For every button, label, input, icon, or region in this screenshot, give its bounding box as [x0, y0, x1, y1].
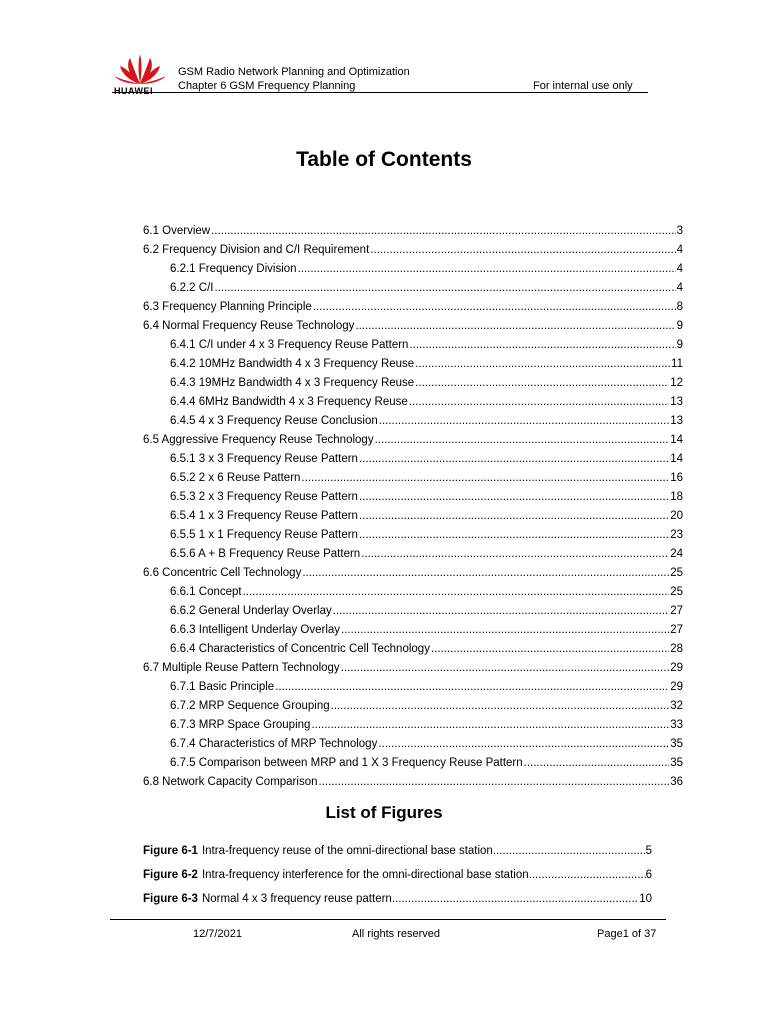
toc-entry[interactable]	[143, 583, 683, 602]
toc-entry[interactable]	[143, 260, 683, 279]
header-doc-title: GSM Radio Network Planning and Optimization	[178, 66, 410, 78]
toc-entry-text: 6.2.2 C/I	[170, 282, 214, 294]
toc-entry[interactable]	[143, 298, 683, 317]
toc-entry-page: 35	[670, 738, 683, 750]
toc-entry-text: 6.7 Multiple Reuse Pattern Technology	[143, 662, 340, 674]
toc-entry-text: 6.2.1 Frequency Division	[170, 263, 297, 275]
toc-leader	[341, 659, 670, 678]
toc-entry-page: 16	[670, 472, 683, 484]
toc-entry[interactable]	[143, 602, 683, 621]
footer-date: 12/7/2021	[193, 928, 242, 940]
toc-list	[143, 222, 683, 792]
toc-leader	[415, 355, 670, 374]
lof-list	[143, 839, 652, 911]
toc-entry-page: 28	[670, 643, 683, 655]
toc-leader	[359, 507, 669, 526]
toc-leader	[361, 545, 669, 564]
toc-entry[interactable]	[143, 697, 683, 716]
huawei-logo	[112, 54, 168, 96]
toc-entry-text: 6.4.1 C/I under 4 x 3 Frequency Reuse Pattern	[170, 339, 409, 351]
toc-entry-text: 6.4.4 6MHz Bandwidth 4 x 3 Frequency Reuse	[170, 396, 408, 408]
toc-title: Table of Contents	[296, 148, 472, 171]
toc-leader	[355, 317, 675, 336]
toc-entry-page: 13	[670, 396, 683, 408]
toc-entry-page: 14	[670, 434, 683, 446]
huawei-flower-icon	[112, 54, 168, 86]
toc-leader	[243, 583, 670, 602]
header-divider	[112, 92, 648, 93]
toc-entry-text: 6.4.3 19MHz Bandwidth 4 x 3 Frequency Reuse	[170, 377, 415, 389]
toc-entry[interactable]	[143, 773, 683, 792]
toc-entry-page: 18	[670, 491, 683, 503]
footer-rights: All rights reserved	[352, 928, 441, 940]
lof-leader	[392, 887, 639, 911]
toc-entry-text: 6.8 Network Capacity Comparison	[143, 776, 318, 788]
toc-entry-page: 12	[670, 377, 683, 389]
toc-entry-page: 9	[676, 339, 683, 351]
lof-entry[interactable]	[143, 887, 652, 911]
toc-leader	[409, 393, 669, 412]
toc-entry[interactable]	[143, 469, 683, 488]
toc-entry-text: 6.4.2 10MHz Bandwidth 4 x 3 Frequency Reuse	[170, 358, 415, 370]
toc-entry-page: 35	[670, 757, 683, 769]
toc-entry[interactable]	[143, 640, 683, 659]
toc-leader	[211, 222, 675, 241]
toc-entry-page: 23	[670, 529, 683, 541]
toc-leader	[319, 773, 670, 792]
toc-entry-text: 6.5.3 2 x 3 Frequency Reuse Pattern	[170, 491, 358, 503]
toc-entry-page: 33	[670, 719, 683, 731]
toc-entry-page: 32	[670, 700, 683, 712]
toc-entry[interactable]	[143, 545, 683, 564]
toc-entry[interactable]	[143, 222, 683, 241]
toc-entry-text: 6.1 Overview	[143, 225, 211, 237]
figure-page: 5	[645, 845, 652, 857]
footer-divider	[110, 919, 666, 920]
toc-entry-page: 24	[670, 548, 683, 560]
toc-entry[interactable]	[143, 754, 683, 773]
toc-entry-page: 29	[670, 662, 683, 674]
toc-leader	[370, 241, 675, 260]
header-chapter: Chapter 6 GSM Frequency Planning	[178, 80, 356, 92]
lof-title: List of Figures	[325, 803, 443, 822]
lof-entry[interactable]	[143, 839, 652, 863]
figure-label: Figure 6-3	[143, 893, 198, 905]
toc-leader	[359, 488, 669, 507]
toc-entry-text: 6.7.3 MRP Space Grouping	[170, 719, 311, 731]
toc-entry[interactable]	[143, 393, 683, 412]
lof-leader	[493, 839, 646, 863]
toc-leader	[214, 279, 675, 298]
footer-page-number: Page1 of 37	[597, 928, 657, 940]
toc-entry[interactable]	[143, 336, 683, 355]
toc-entry[interactable]	[143, 412, 683, 431]
toc-entry-page: 29	[670, 681, 683, 693]
figure-caption: Normal 4 x 3 frequency reuse pattern	[201, 893, 392, 905]
toc-entry-text: 6.7.1 Basic Principle	[170, 681, 275, 693]
toc-entry-text: 6.5.4 1 x 3 Frequency Reuse Pattern	[170, 510, 358, 522]
toc-entry[interactable]	[143, 431, 683, 450]
toc-entry[interactable]	[143, 716, 683, 735]
header-classification: For internal use only	[533, 80, 633, 92]
toc-entry[interactable]	[143, 678, 683, 697]
toc-entry-text: 6.6.4 Characteristics of Concentric Cell Technology	[170, 643, 430, 655]
toc-entry[interactable]	[143, 450, 683, 469]
toc-entry-text: 6.7.4 Characteristics of MRP Technology	[170, 738, 378, 750]
logo-wordmark: HUAWEI	[114, 86, 153, 96]
toc-entry[interactable]	[143, 564, 683, 583]
figure-caption: Intra-frequency interference for the omni-directional base station	[201, 869, 529, 881]
toc-entry-text: 6.4.5 4 x 3 Frequency Reuse Conclusion	[170, 415, 378, 427]
toc-leader	[311, 716, 669, 735]
toc-entry[interactable]	[143, 374, 683, 393]
figure-page: 6	[645, 869, 652, 881]
toc-entry-text: 6.4 Normal Frequency Reuse Technology	[143, 320, 355, 332]
toc-entry-page: 3	[676, 225, 683, 237]
toc-entry-page: 4	[676, 244, 683, 256]
toc-entry[interactable]	[143, 507, 683, 526]
toc-entry-page: 25	[670, 586, 683, 598]
toc-entry-page: 25	[670, 567, 683, 579]
toc-entry-text: 6.6 Concentric Cell Technology	[143, 567, 302, 579]
toc-entry-page: 4	[676, 282, 683, 294]
toc-entry-page: 8	[676, 301, 683, 313]
toc-entry[interactable]	[143, 279, 683, 298]
toc-entry-text: 6.3 Frequency Planning Principle	[143, 301, 312, 313]
toc-entry[interactable]	[143, 735, 683, 754]
toc-leader	[331, 697, 670, 716]
toc-entry-page: 4	[676, 263, 683, 275]
toc-leader	[359, 526, 669, 545]
toc-entry-text: 6.5.6 A + B Frequency Reuse Pattern	[170, 548, 361, 560]
toc-entry-page: 20	[670, 510, 683, 522]
toc-entry[interactable]	[143, 241, 683, 260]
toc-entry-text: 6.7.2 MRP Sequence Grouping	[170, 700, 330, 712]
toc-leader	[359, 450, 669, 469]
toc-entry-text: 6.6.2 General Underlay Overlay	[170, 605, 332, 617]
toc-leader	[333, 602, 669, 621]
toc-entry-page: 11	[671, 358, 683, 370]
toc-entry[interactable]	[143, 355, 683, 374]
lof-entry[interactable]	[143, 863, 652, 887]
toc-leader	[275, 678, 669, 697]
toc-entry-text: 6.5.2 2 x 6 Reuse Pattern	[170, 472, 301, 484]
toc-leader	[313, 298, 676, 317]
toc-entry[interactable]	[143, 488, 683, 507]
toc-entry-text: 6.5.5 1 x 1 Frequency Reuse Pattern	[170, 529, 358, 541]
toc-entry-text: 6.5.1 3 x 3 Frequency Reuse Pattern	[170, 453, 358, 465]
toc-leader	[409, 336, 675, 355]
toc-entry-page: 9	[676, 320, 683, 332]
toc-entry-text: 6.6.3 Intelligent Underlay Overlay	[170, 624, 341, 636]
figure-label: Figure 6-1	[143, 845, 198, 857]
toc-leader	[375, 431, 670, 450]
toc-entry-page: 27	[670, 624, 683, 636]
toc-leader	[298, 260, 676, 279]
toc-entry-text: 6.6.1 Concept	[170, 586, 242, 598]
toc-entry[interactable]	[143, 526, 683, 545]
toc-leader	[415, 374, 669, 393]
toc-entry-page: 36	[670, 776, 683, 788]
lof-leader	[529, 863, 646, 887]
toc-leader	[341, 621, 669, 640]
toc-entry-page: 14	[670, 453, 683, 465]
toc-leader	[378, 735, 669, 754]
toc-entry[interactable]	[143, 659, 683, 678]
toc-entry-text: 6.2 Frequency Division and C/I Requirement	[143, 244, 370, 256]
toc-leader	[301, 469, 669, 488]
toc-entry-text: 6.5 Aggressive Frequency Reuse Technology	[143, 434, 374, 446]
figure-page: 10	[639, 893, 652, 905]
toc-leader	[302, 564, 669, 583]
toc-entry[interactable]	[143, 621, 683, 640]
figure-caption: Intra-frequency reuse of the omni-directional base station	[201, 845, 493, 857]
toc-leader	[431, 640, 669, 659]
toc-entry-page: 27	[670, 605, 683, 617]
toc-entry-text: 6.7.5 Comparison between MRP and 1 X 3 Frequency Reuse Pattern	[170, 757, 523, 769]
toc-leader	[524, 754, 670, 773]
toc-entry[interactable]	[143, 317, 683, 336]
figure-label: Figure 6-2	[143, 869, 198, 881]
toc-leader	[379, 412, 669, 431]
toc-entry-page: 13	[670, 415, 683, 427]
